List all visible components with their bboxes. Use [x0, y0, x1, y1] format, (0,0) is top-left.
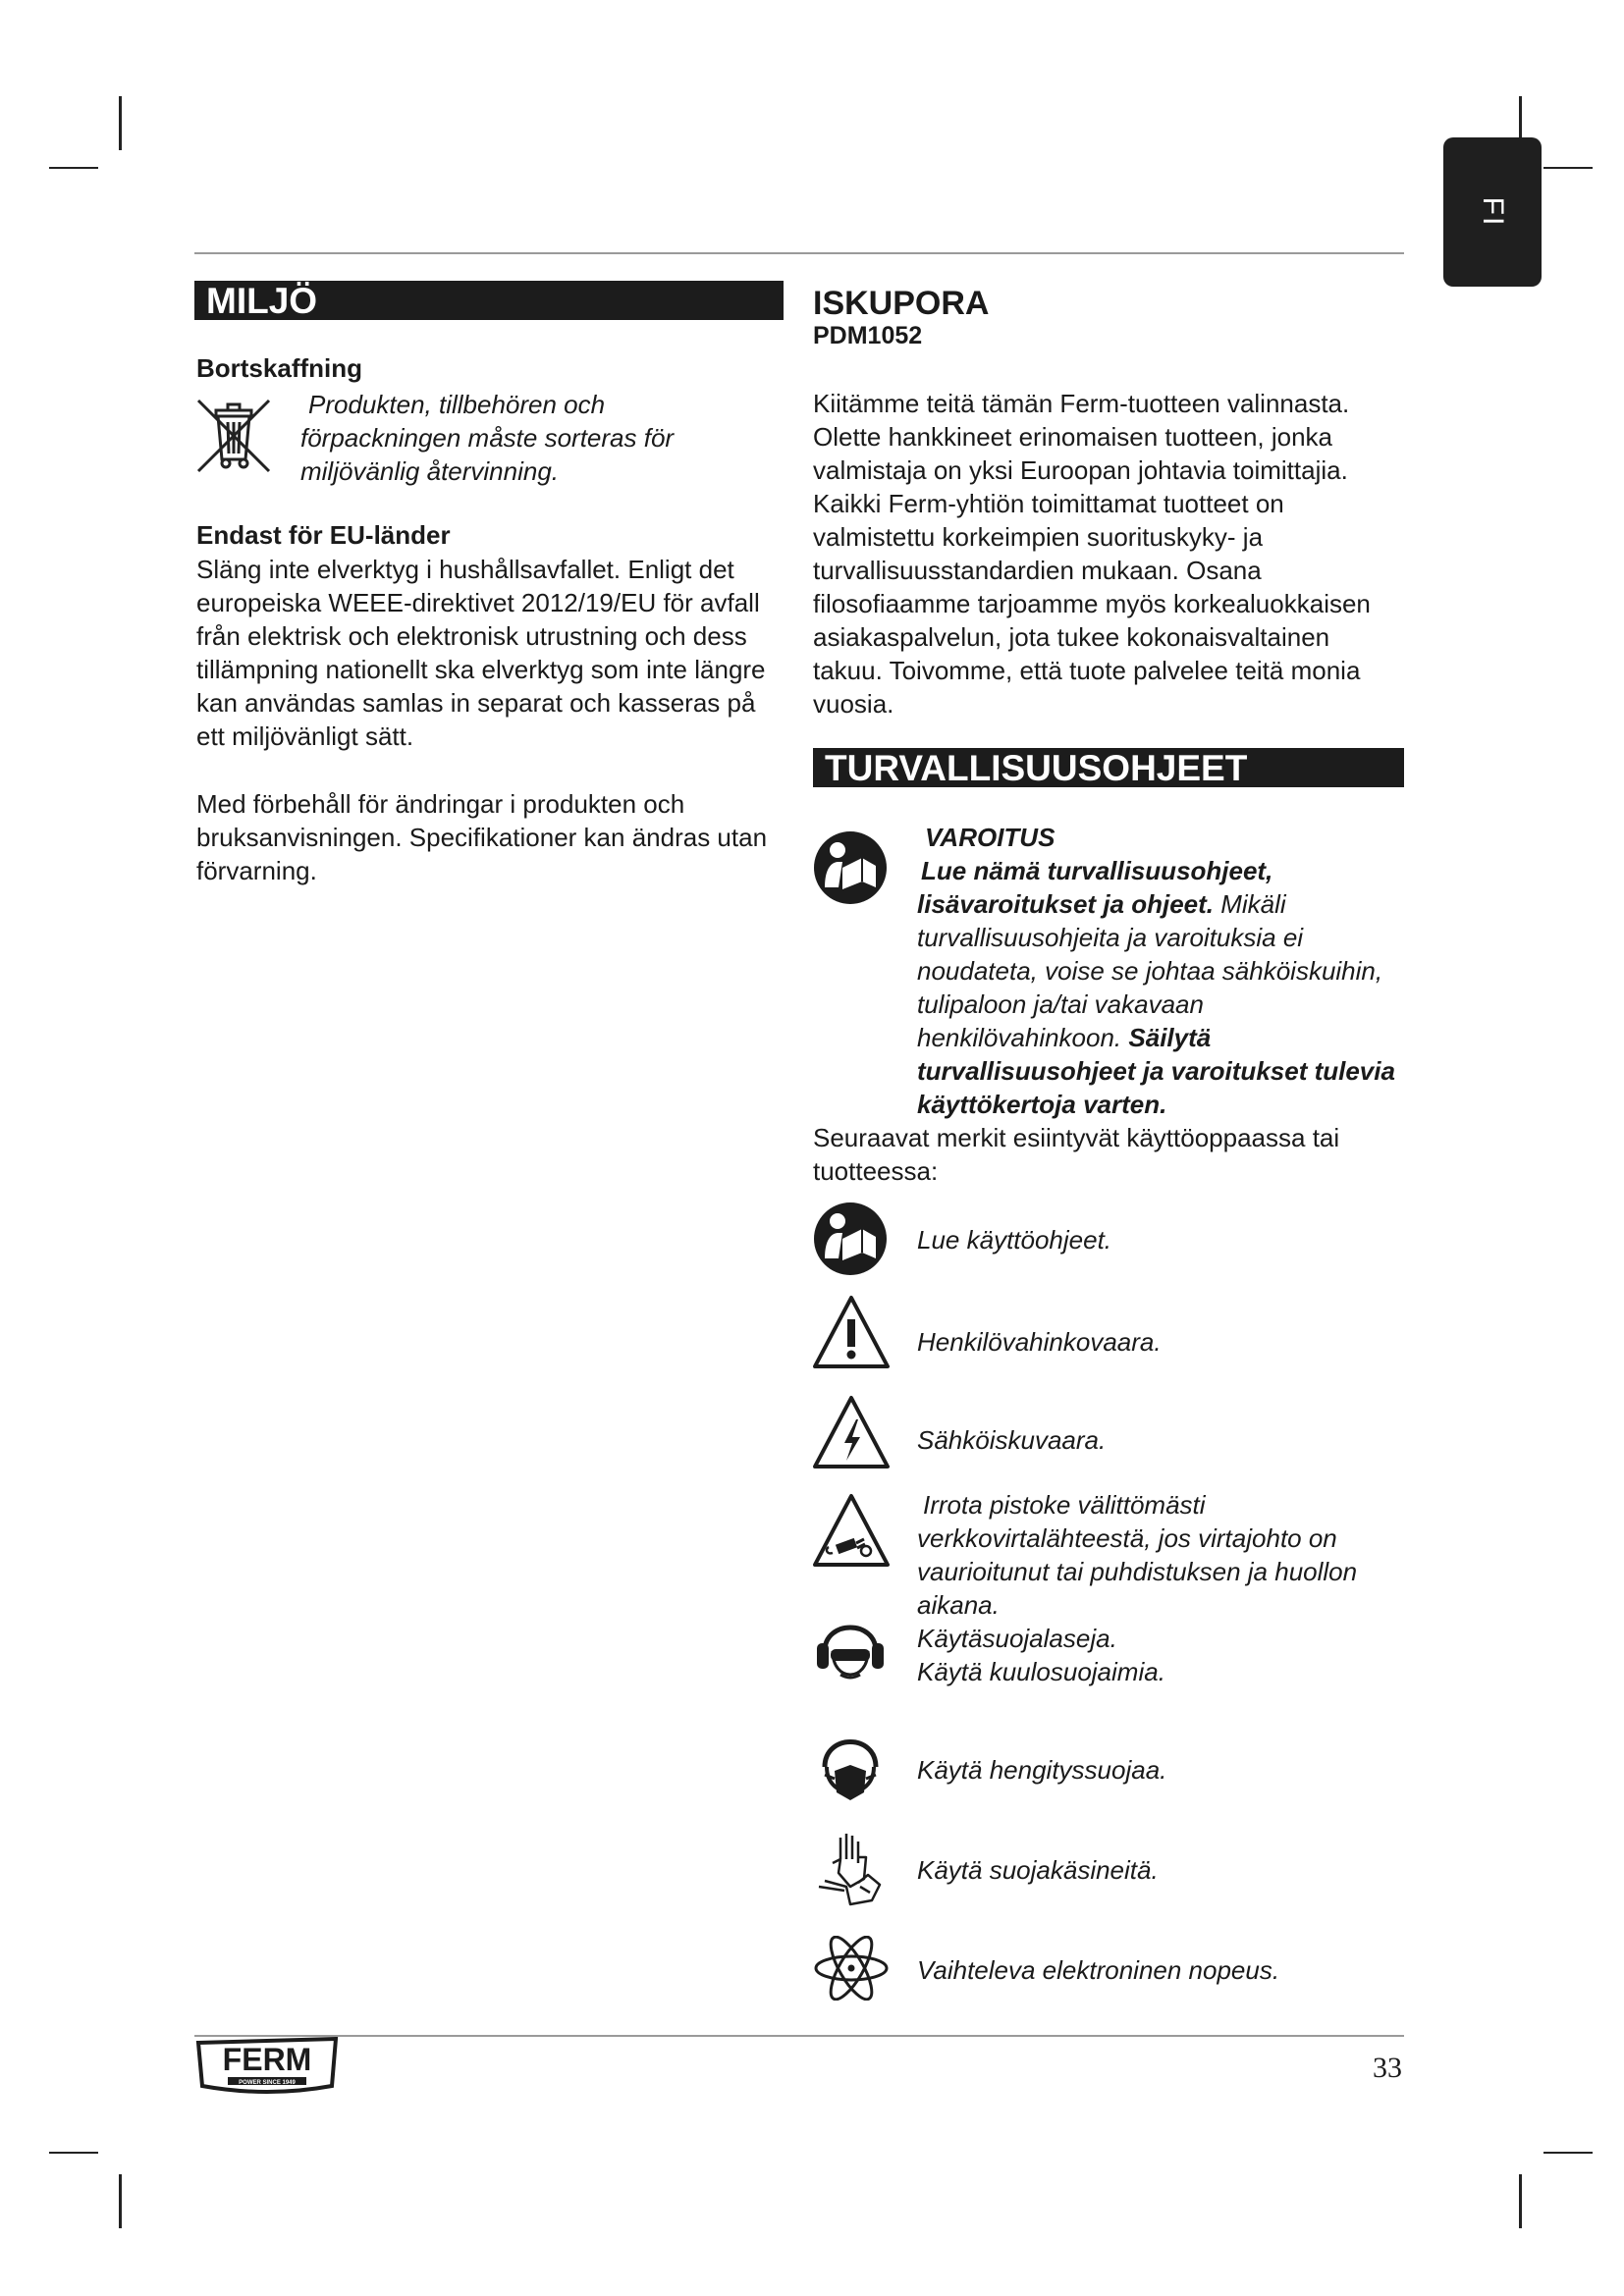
symbol-text-unplug: Irrota pistoke välittömästi verkkovirtalähteestä, jos virtajohto on vaurioitunut tai puhdistuksen ja huollon aikana.: [917, 1490, 1358, 1620]
crop-mark: [49, 167, 98, 169]
warning-text: Mikäli turvallisuusohjeita ja varoituksia ei noudateta, voise se johtaa sähköiskuihin, tulipaloon ja/tai vakavaan henkilövahinkoon.: [917, 889, 1383, 1052]
model-number: PDM1052: [813, 322, 923, 349]
bottom-rule: [194, 2035, 1404, 2037]
language-tab: [1443, 137, 1542, 287]
warning-bold-2: Säilytä turvallisuusohjeet ja varoitukset tulevia käyttökertoja varten.: [917, 1023, 1395, 1119]
symbol-text-warning: Henkilövahinkovaara.: [917, 1327, 1162, 1357]
variable-speed-icon: [811, 1936, 892, 2001]
symbol-text-earmuffs-line2: Käytä kuulosuojaimia.: [917, 1657, 1165, 1686]
disposal-text: Produkten, tillbehören och förpackningen måste sorteras för miljövänlig återvinning.: [300, 390, 675, 486]
reservation-text: Med förbehåll för ändringar i produkten och bruksanvisningen. Specifikationer kan ändras utan förvarning.: [196, 789, 768, 885]
crop-mark: [119, 2174, 122, 2228]
goggles-earmuffs-icon: [811, 1612, 890, 1694]
ferm-logo-tagline: POWER SINCE 1949: [239, 2080, 296, 2086]
symbol-text-goggles-line1: Käytäsuojalaseja.: [917, 1624, 1117, 1653]
warning-triangle-icon: [811, 1294, 892, 1370]
unplug-icon: [811, 1492, 892, 1571]
warning-label: VAROITUS: [925, 823, 1056, 852]
crop-mark: [1543, 2152, 1593, 2154]
crop-mark: [1543, 167, 1593, 169]
ferm-logo-text: FERM: [222, 2042, 312, 2077]
symbol-text-mask: Käytä hengityssuojaa.: [917, 1755, 1167, 1785]
crop-mark: [1519, 2174, 1522, 2228]
symbols-intro: Seuraavat merkit esiintyvät käyttöoppaassa tai tuotteessa:: [813, 1123, 1340, 1186]
disposal-heading: Bortskaffning: [196, 353, 362, 383]
symbol-text-speed: Vaihteleva elektroninen nopeus.: [917, 1955, 1280, 1985]
product-title: ISKUPORA: [813, 285, 990, 322]
symbol-text-electric: Sähköiskuvaara.: [917, 1425, 1107, 1455]
crop-mark: [49, 2152, 98, 2154]
ferm-logo: [194, 2037, 340, 2098]
read-manual-icon: [811, 1200, 890, 1278]
section-title-safety: TURVALLISUUSOHJEET: [813, 748, 1404, 787]
crop-mark: [119, 96, 122, 150]
gloves-icon: [811, 1828, 892, 1910]
language-tab-label: FI: [1477, 196, 1509, 228]
weee-bin-icon: [194, 395, 273, 475]
symbol-text-gloves: Käytä suojakäsineitä.: [917, 1855, 1159, 1885]
symbol-text-read-manual: Lue käyttöohjeet.: [917, 1225, 1112, 1255]
top-rule: [194, 252, 1404, 254]
eu-text: Släng inte elverktyg i hushållsavfallet. Enligt det europeiska WEEE-direktivet 2012/19/EU för avfall från elektrisk och elektronisk utrustning och dess tillämpning nationellt ska elverktyg som inte längre kan användas samlas in separat och kasseras på ett miljövänligt sätt.: [196, 555, 766, 751]
intro-text: Kiitämme teitä tämän Ferm-tuotteen valinnasta. Olette hankkineet erinomaisen tuotteen, jonka valmistaja on yksi Euroopan johtavia toimittajia. Kaikki Ferm-yhtiön toimittamat tuotteet on valmistettu korkeimpien suorituskyky- ja turvallisuusstandardien mukaan. Osana filosofiaamme tarjoamme myös korkealuokkaisen asiakaspalvelun, jota tukee kokonaisvaltainen takuu. Toivomme, että tuote palvelee teitä monia vuosia.: [813, 389, 1371, 719]
electric-shock-icon: [811, 1394, 892, 1470]
symbol-text-goggles: [917, 1622, 1165, 1688]
page-number: 33: [1373, 2052, 1402, 2084]
read-manual-icon: [811, 828, 890, 907]
eu-heading: Endast för EU-länder: [196, 520, 451, 550]
warning-bold-1: Lue nämä turvallisuusohjeet, lisävaroitukset ja ohjeet.: [917, 856, 1273, 919]
warning-block: [917, 821, 1408, 1121]
section-title-miljo: MILJÖ: [194, 281, 784, 320]
dust-mask-icon: [811, 1728, 890, 1808]
